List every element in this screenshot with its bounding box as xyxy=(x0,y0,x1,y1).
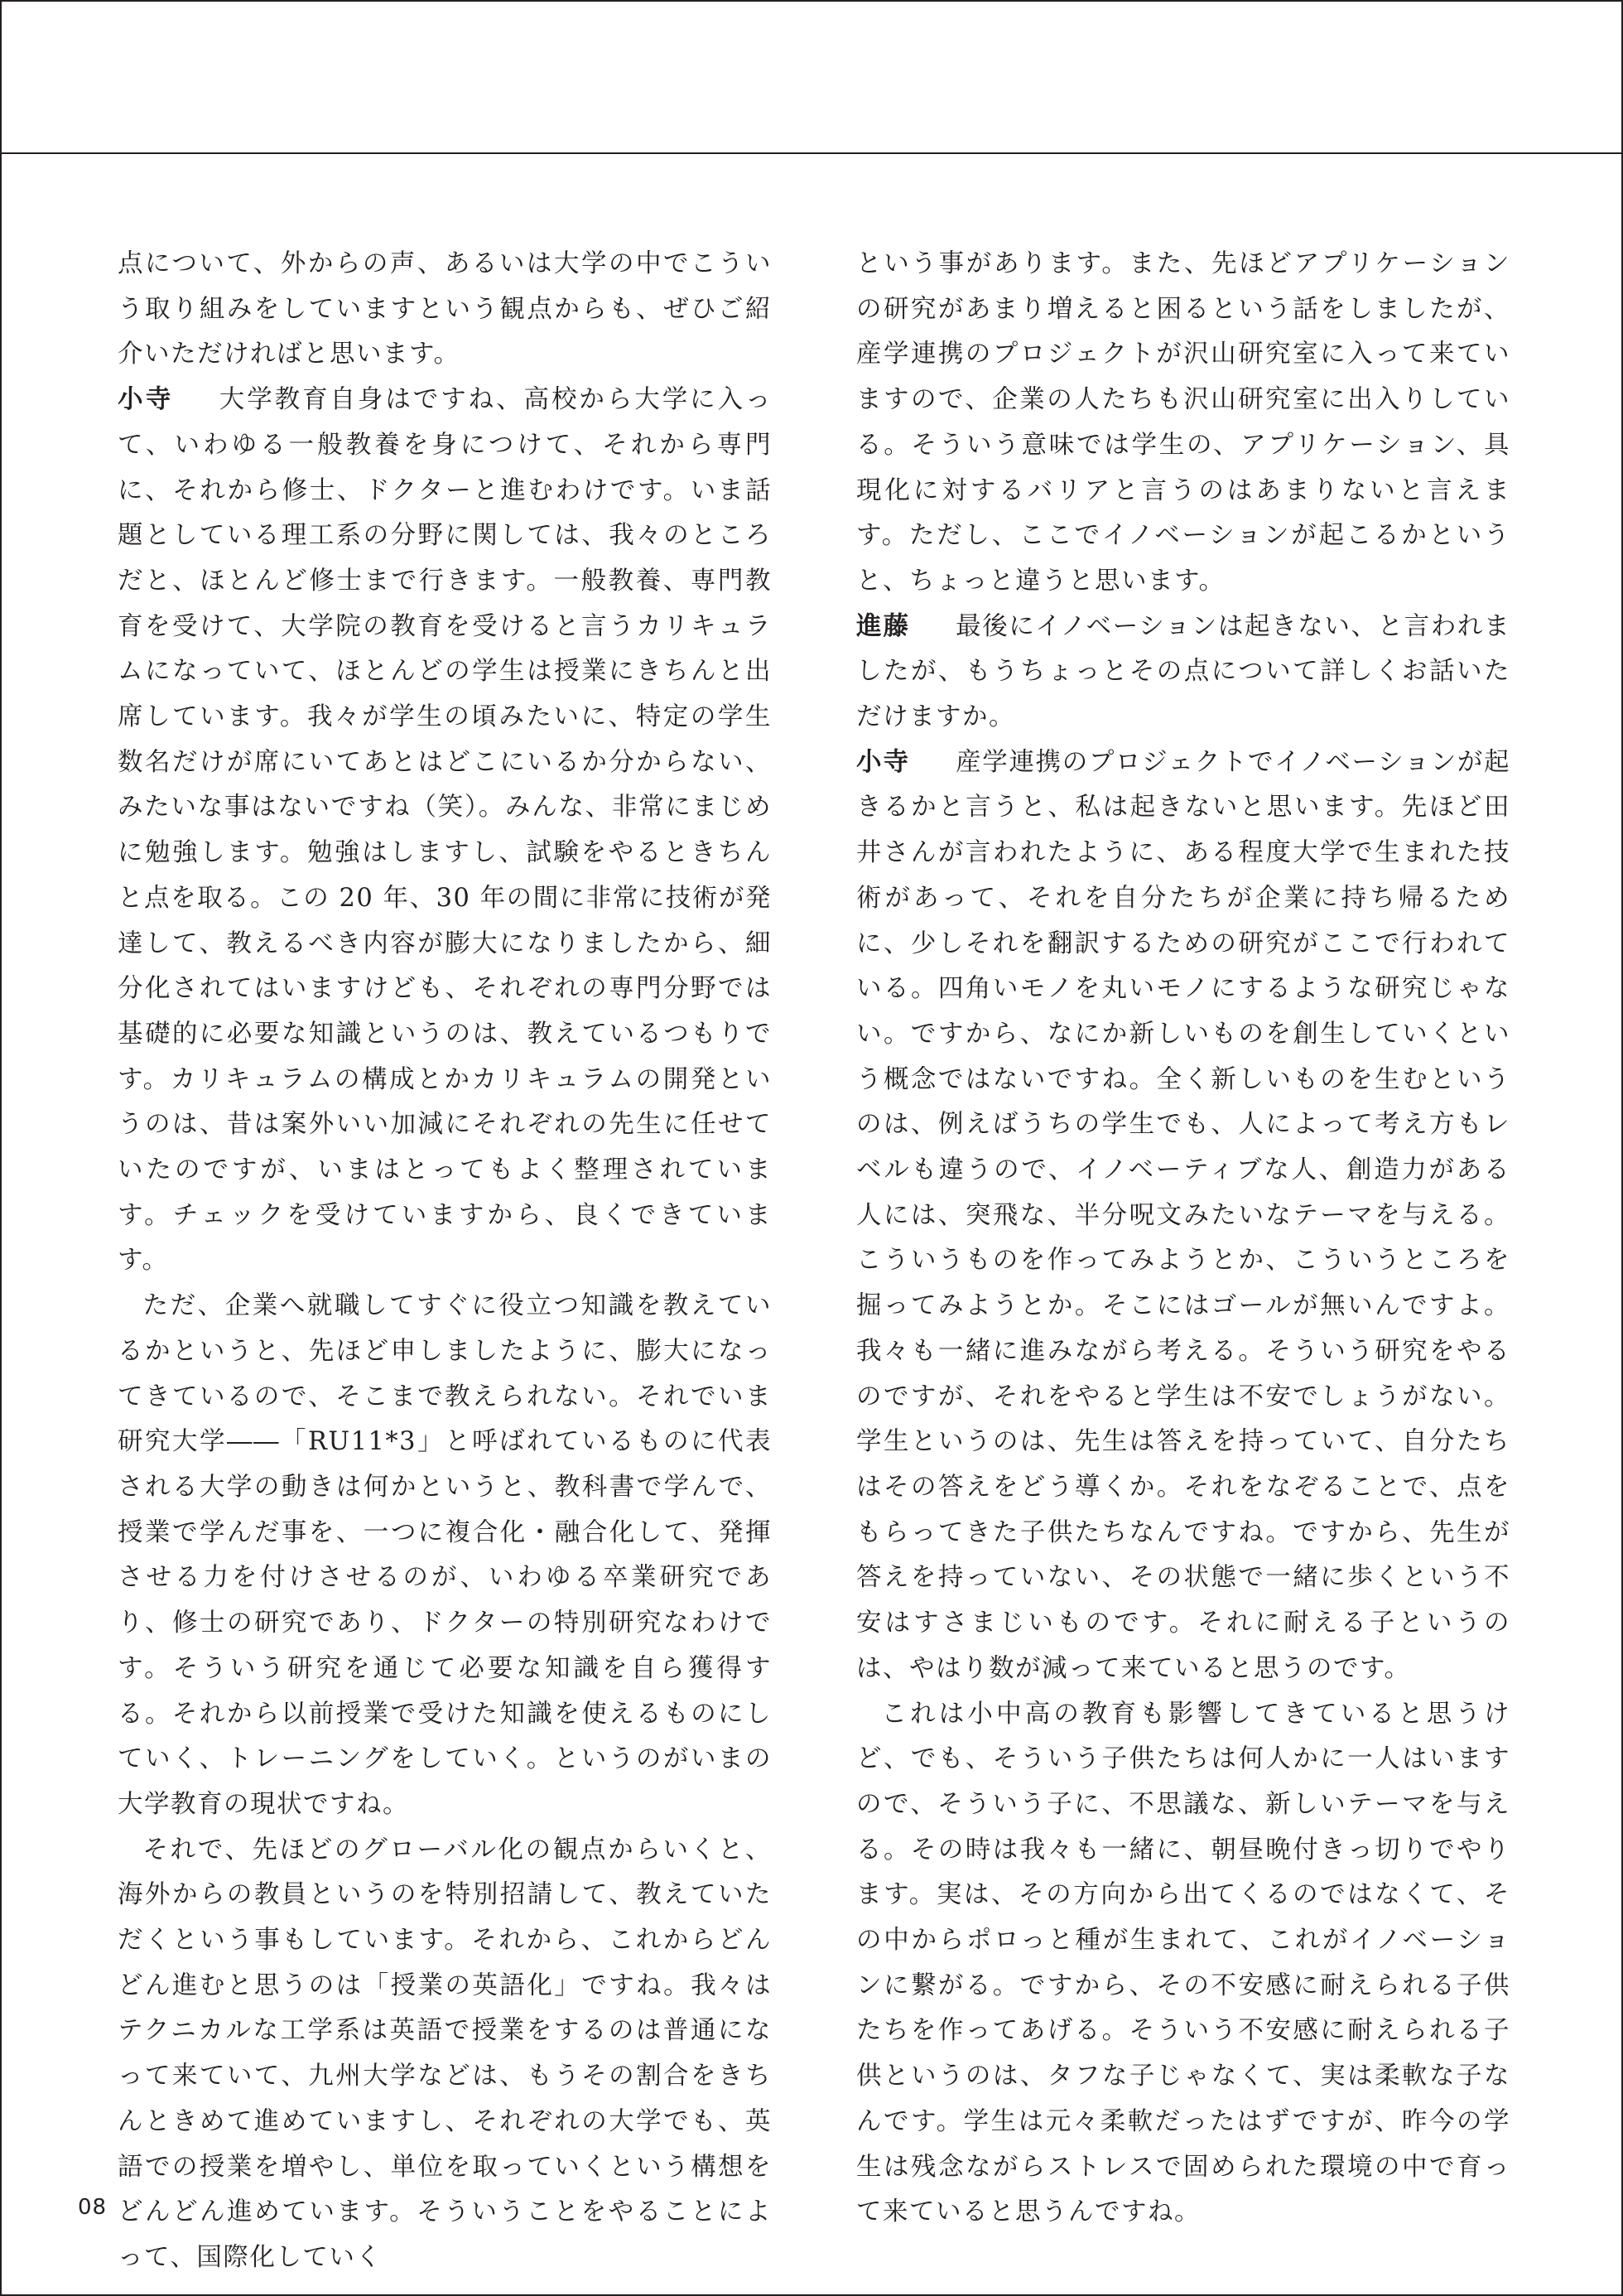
speaker-name: 小寺 xyxy=(118,385,174,415)
speaker-paragraph xyxy=(118,378,772,1284)
paragraph: 点について、外からの声、あるいは大学の中でこういう取り組みをしていますという観点からも、ぜひご紹介いただければと思います。 xyxy=(118,249,772,369)
header-rule xyxy=(0,152,1623,154)
page-number: 08 xyxy=(78,2195,108,2220)
speaker-name: 小寺 xyxy=(856,747,911,777)
paragraph-text: 最後にイノベーションは起きない、と言われましたが、もうちょっとその点について詳しくお話いただけますか。 xyxy=(856,611,1510,732)
paragraph: ただ、企業へ就職してすぐに役立つ知識を教えているかというと、先ほど申しましたように、膨大になってきているので、そこまで教えられない。それでいま研究大学――「RU11*3」と呼ばれているものに代表される大学の動きは何かというと、教科書で学んで、授業で学んだ事を、一つに複合化・融合化して、発揮させる力を付けさせるのが、いわゆる卒業研究であり、修士の研究であり、ドクターの特別研究なわけです。そういう研究を通じて必要な知識を自ら獲得する。それから以前授業で受けた知識を使えるものにしていく、トレーニングをしていく。というのがいまの大学教育の現状ですね。 xyxy=(118,1291,772,1819)
paragraph: それで、先ほどのグローバル化の観点からいくと、海外からの教員というのを特別招請して、教えていただくという事もしています。それから、これからどんどん進むと思うのは「授業の英語化」ですね。我々はテクニカルな工学系は英語で授業をするのは普通になって来ていて、九州大学などは、もうその割合をきちんときめて進めていますし、それぞれの大学でも、英語での授業を増やし、単位を取っていくという構想をどんどん進めています。そういうことをやることによって、国際化していく xyxy=(118,1835,772,2272)
paragraph: これは小中高の教育も影響してきていると思うけど、でも、そういう子供たちは何人かに一人はいますので、そういう子に、不思議な、新しいテーマを与える。その時は我々も一緒に、朝昼晩付きっ切りでやります。実は、その方向から出てくるのではなくて、その中からポロっと種が生まれて、これがイノベーションに繋がる。ですから、その不安感に耐えられる子供たちを作ってあげる。そういう不安感に耐えられる子供というのは、タフな子じゃなくて、実は柔軟な子なんです。学生は元々柔軟だったはずですが、昨今の学生は残念ながらストレスで固められた環境の中で育って来ていると思うんですね。 xyxy=(856,1699,1510,2227)
paragraph-text: 大学教育自身はですね、高校から大学に入って、いわゆる一般教養を身につけて、それから専門に、それから修士、ドクターと進むわけです。いま話題としている理工系の分野に関しては、我々のところだと、ほとんど修士まで行きます。一般教養、専門教育を受けて、大学院の教育を受けると言うカリキュラムになっていて、ほとんどの学生は授業にきちんと出席しています。我々が学生の頃みたいに、特定の学生数名だけが席にいてあとはどこにいるか分からない、みたいな事はないですね（笑）。みんな、非常にまじめに勉強します。勉強はしますし、試験をやるときちんと点を取る。この 20 年、30 年の間に非常に技術が発達して、教えるべき内容が膨大になりましたから、細分化されてはいますけども、それぞれの専門分野では基礎的に必要な知識というのは、教えているつもりです。カリキュラムの構成とかカリキュラムの開発というのは、昔は案外いい加減にそれぞれの先生に任せていたのですが、いまはとってもよく整理されています。チェックを受けていますから、良くできています。 xyxy=(118,385,773,1276)
paragraph: という事があります。また、先ほどアプリケーションの研究があまり増えると困るという話をしましたが、産学連携のプロジェクトが沢山研究室に入って来ていますので、企業の人たちも沢山研究室に出入りしている。そういう意味では学生の、アプリケーション、具現化に対するバリアと言うのはあまりないと言えます。ただし、ここでイノベーションが起こるかというと、ちょっと違うと思います。 xyxy=(856,249,1510,596)
right-column xyxy=(856,242,1510,2236)
speaker-paragraph xyxy=(856,605,1510,740)
left-column xyxy=(118,242,772,2281)
speaker-paragraph xyxy=(856,740,1510,1692)
speaker-name: 進藤 xyxy=(856,611,911,641)
paragraph-text: 産学連携のプロジェクトでイノベーションが起きるかと言うと、私は起きないと思います。先ほど田井さんが言われたように、ある程度大学で生まれた技術があって、それを自分たちが企業に持ち帰るために、少しそれを翻訳するための研究がここで行われている。四角いモノを丸いモノにするような研究じゃない。ですから、なにか新しいものを創生していくという概念ではないですね。全く新しいものを生むというのは、例えばうちの学生でも、人によって考え方もレベルも違うので、イノベーティブな人、創造力がある人には、突飛な、半分呪文みたいなテーマを与える。こういうものを作ってみようとか、こういうところを掘ってみようとか。そこにはゴールが無いんですよ。我々も一緒に進みながら考える。そういう研究をやるのですが、それをやると学生は不安でしょうがない。学生というのは、先生は答えを持っていて、自分たちはその答えをどう導くか。それをなぞることで、点をもらってきた子供たちなんですね。ですから、先生が答えを持っていない、その状態で一緒に歩くという不安はすさまじいものです。それに耐える子というのは、やはり数が減って来ていると思うのです。 xyxy=(856,747,1511,1683)
